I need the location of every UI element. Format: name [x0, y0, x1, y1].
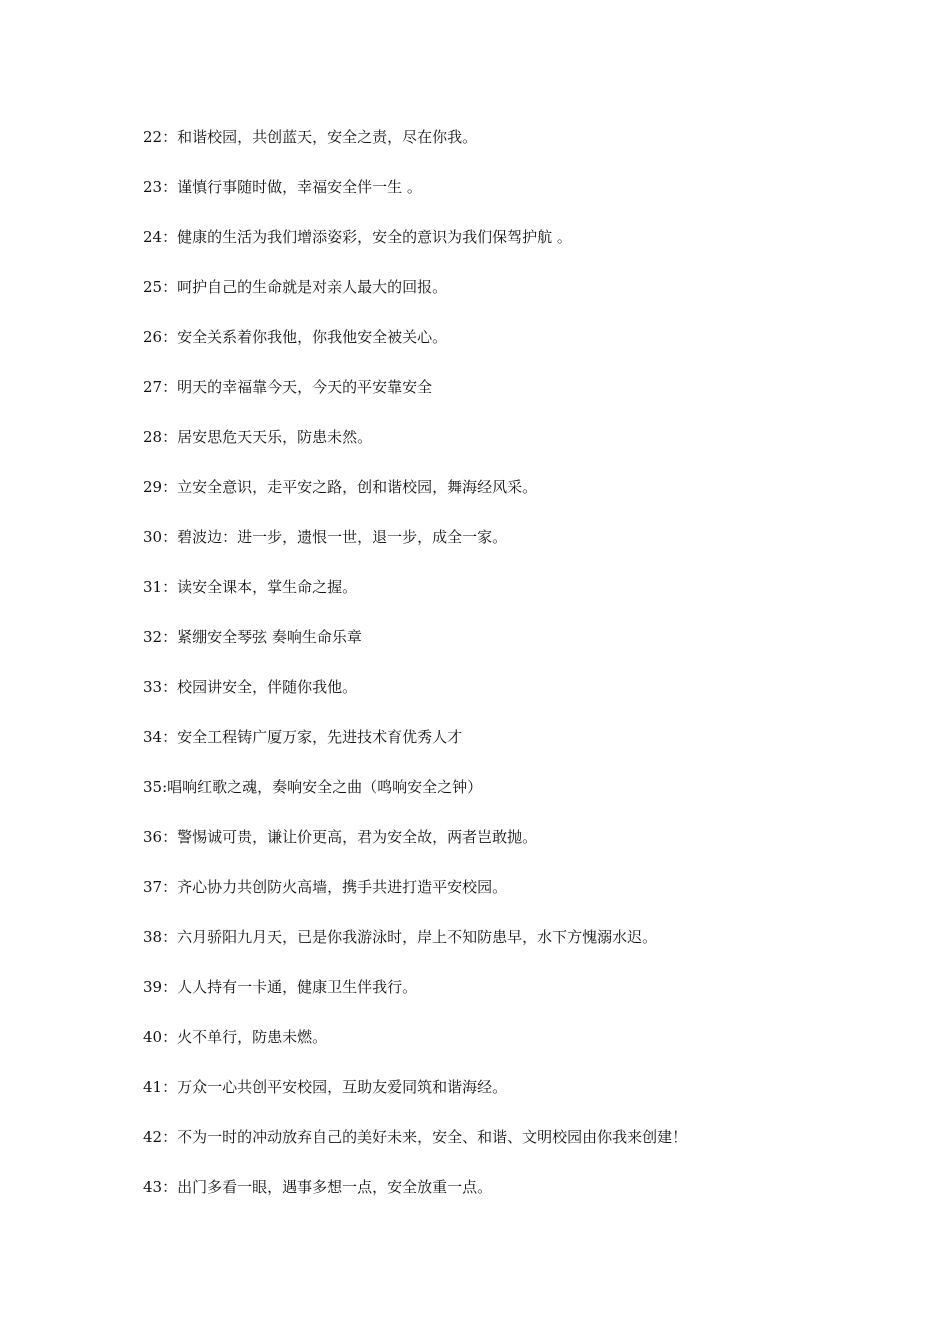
- slogan-number: 22: [143, 128, 163, 146]
- slogan-text: 唱响红歌之魂，奏响安全之曲（鸣响安全之钟）: [167, 778, 483, 796]
- slogan-line: [143, 474, 843, 524]
- slogan-line: [143, 924, 843, 974]
- slogan-line: [143, 874, 843, 924]
- slogan-separator: ：: [162, 278, 178, 296]
- slogan-text: 和谐校园，共创蓝天，安全之责，尽在你我。: [177, 128, 478, 146]
- slogan-text: 立安全意识，走平安之路，创和谐校园，舞海经风采。: [177, 478, 538, 496]
- slogan-list: [143, 124, 843, 1224]
- slogan-separator: ：: [162, 878, 178, 896]
- slogan-line: [143, 724, 843, 774]
- slogan-number: 25: [143, 278, 163, 296]
- slogan-text: 谨慎行事随时做，幸福安全伴一生 。: [177, 178, 422, 196]
- slogan-text: 居安思危天天乐，防患未然。: [177, 428, 373, 446]
- slogan-text: 碧波边：进一步，遗恨一世，退一步，成全一家。: [177, 528, 508, 546]
- slogan-line: [143, 1074, 843, 1124]
- slogan-number: 34: [143, 728, 163, 746]
- slogan-separator: ：: [162, 678, 178, 696]
- slogan-line: [143, 424, 843, 474]
- slogan-line: [143, 174, 843, 224]
- slogan-text: 火不单行，防患未燃。: [177, 1028, 328, 1046]
- slogan-line: [143, 824, 843, 874]
- slogan-line: [143, 1024, 843, 1074]
- slogan-line: [143, 324, 843, 374]
- slogan-number: 32: [143, 628, 163, 646]
- slogan-number: 24: [143, 228, 163, 246]
- slogan-text: 不为一时的冲动放弃自己的美好未来，安全、和谐、文明校园由你我来创建！: [177, 1128, 688, 1146]
- slogan-text: 出门多看一眼，遇事多想一点，安全放重一点。: [177, 1178, 493, 1196]
- slogan-number: 23: [143, 178, 163, 196]
- slogan-number: 33: [143, 678, 163, 696]
- slogan-number: 40: [143, 1028, 163, 1046]
- slogan-line: [143, 1174, 843, 1224]
- slogan-separator: ：: [162, 628, 178, 646]
- slogan-line: [143, 524, 843, 574]
- slogan-number: 30: [143, 528, 163, 546]
- slogan-separator: ：: [162, 428, 178, 446]
- slogan-separator: ：: [162, 178, 178, 196]
- slogan-number: 29: [143, 478, 163, 496]
- slogan-separator: ：: [162, 928, 178, 946]
- slogan-line: [143, 1124, 843, 1174]
- slogan-separator: ：: [162, 978, 178, 996]
- slogan-line: [143, 124, 843, 174]
- slogan-text: 呵护自己的生命就是对亲人最大的回报。: [177, 278, 448, 296]
- slogan-number: 28: [143, 428, 163, 446]
- slogan-text: 六月骄阳九月天，已是你我游泳时，岸上不知防患早，水下方愧溺水迟。: [177, 928, 658, 946]
- slogan-line: [143, 774, 843, 824]
- slogan-separator: ：: [162, 378, 178, 396]
- slogan-separator: :: [162, 778, 168, 796]
- slogan-text: 齐心协力共创防火高墙，携手共进打造平安校园。: [177, 878, 508, 896]
- slogan-number: 41: [143, 1078, 163, 1096]
- slogan-text: 读安全课本，掌生命之握。: [177, 578, 358, 596]
- slogan-line: [143, 624, 843, 674]
- slogan-separator: ：: [162, 728, 178, 746]
- slogan-line: [143, 674, 843, 724]
- slogan-separator: ：: [162, 828, 178, 846]
- slogan-number: 38: [143, 928, 163, 946]
- slogan-line: [143, 274, 843, 324]
- slogan-number: 35: [143, 778, 163, 796]
- slogan-number: 42: [143, 1128, 163, 1146]
- slogan-text: 紧绷安全琴弦 奏响生命乐章: [177, 628, 362, 646]
- slogan-line: [143, 224, 843, 274]
- slogan-separator: ：: [162, 1128, 178, 1146]
- slogan-separator: ：: [162, 1028, 178, 1046]
- slogan-text: 警惕诚可贵，谦让价更高，君为安全故，两者岂敢抛。: [177, 828, 538, 846]
- slogan-separator: ：: [162, 128, 178, 146]
- slogan-text: 明天的幸福靠今天，今天的平安靠安全: [177, 378, 433, 396]
- slogan-separator: ：: [162, 328, 178, 346]
- slogan-separator: ：: [162, 228, 178, 246]
- slogan-separator: ：: [162, 578, 178, 596]
- slogan-text: 安全关系着你我他，你我他安全被关心。: [177, 328, 448, 346]
- slogan-separator: ：: [162, 478, 178, 496]
- slogan-number: 39: [143, 978, 163, 996]
- slogan-text: 校园讲安全，伴随你我他。: [177, 678, 358, 696]
- slogan-text: 健康的生活为我们增添姿彩，安全的意识为我们保驾护航 。: [177, 228, 572, 246]
- slogan-separator: ：: [162, 1178, 178, 1196]
- slogan-number: 37: [143, 878, 163, 896]
- slogan-line: [143, 974, 843, 1024]
- slogan-number: 36: [143, 828, 163, 846]
- slogan-number: 26: [143, 328, 163, 346]
- slogan-separator: ：: [162, 528, 178, 546]
- slogan-text: 人人持有一卡通，健康卫生伴我行。: [177, 978, 418, 996]
- slogan-text: 安全工程铸广厦万家，先进技术育优秀人才: [177, 728, 463, 746]
- slogan-text: 万众一心共创平安校园，互助友爱同筑和谐海经。: [177, 1078, 508, 1096]
- slogan-number: 31: [143, 578, 163, 596]
- slogan-line: [143, 374, 843, 424]
- slogan-number: 27: [143, 378, 163, 396]
- slogan-line: [143, 574, 843, 624]
- slogan-separator: ：: [162, 1078, 178, 1096]
- slogan-number: 43: [143, 1178, 163, 1196]
